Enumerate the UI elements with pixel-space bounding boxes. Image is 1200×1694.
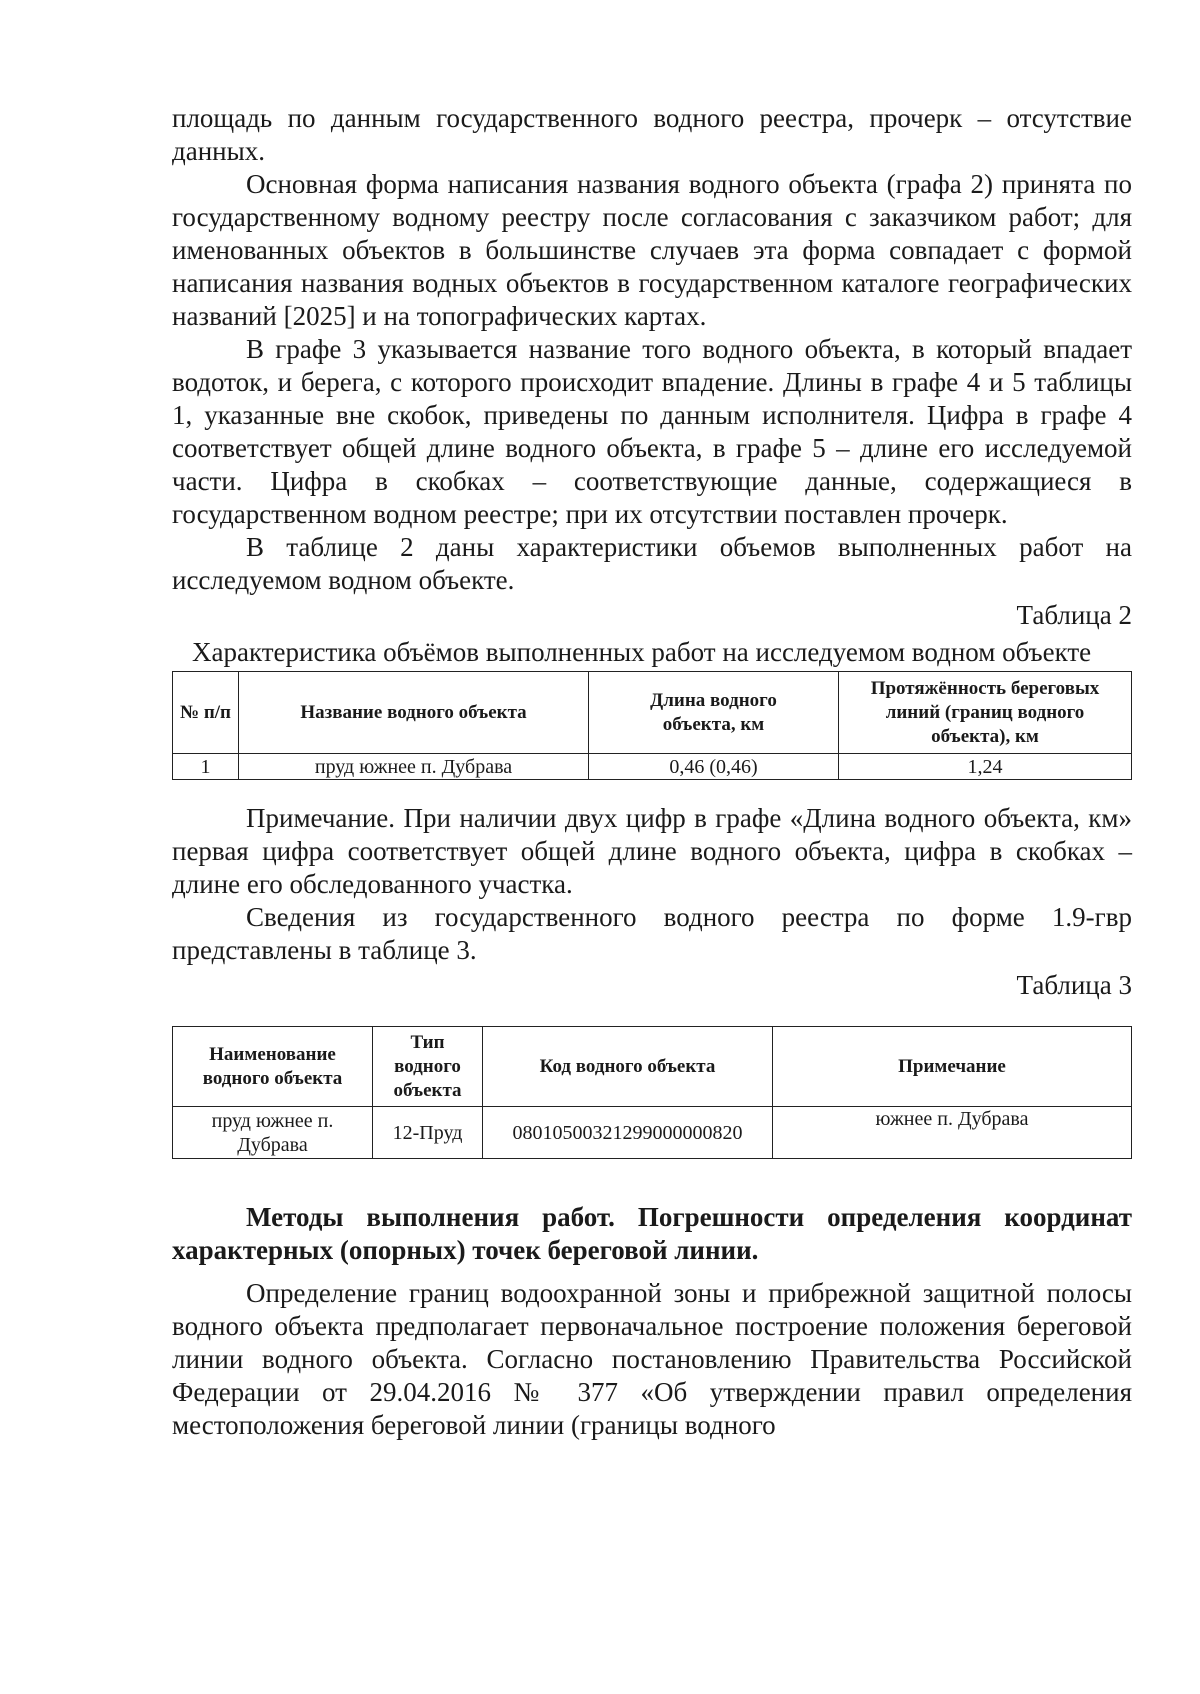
paragraph-2: Основная форма написания названия водного объекта (графа 2) принята по государственному водному реестру после согласования с заказчиком работ; для именованных объектов в большинстве случаев эта форма совпадает с формой написания названия водных объектов в государственном каталоге географических названий [2025] и на топографических картах.: [172, 169, 1132, 331]
table-2: [172, 671, 1132, 780]
paragraph-3: В графе 3 указывается название того водного объекта, в который впадает водоток, и берега, с которого происходит впадение. Длины в графе 4 и 5 таблицы 1, указанные вне скобок, приведены по данным исполнителя. Цифра в графе 4 соответствует общей длине водного объекта, в графе 5 – длине его исследуемой части. Цифра в скобках – соответствующие данные, содержащиеся в государственном водном реестре; при их отсутствии поставлен прочерк.: [172, 334, 1132, 529]
table-header-row: [173, 672, 1132, 754]
paragraph-1: площадь по данным государственного водного реестра, прочерк – отсутствие данных.: [172, 103, 1132, 166]
table-cell: 1: [173, 754, 239, 780]
table-3-label: Таблица 3: [1016, 970, 1132, 1000]
paragraph-4: В таблице 2 даны характеристики объемов выполненных работ на исследуемом водном объекте.: [172, 532, 1132, 595]
table-header-cell: Протяжённость береговых линий (границ водного объекта), км: [839, 672, 1132, 754]
table-header-cell: Наименование водного объекта: [173, 1027, 373, 1107]
table-cell: пруд южнее п. Дубрава: [239, 754, 589, 780]
table-cell: 12-Пруд: [373, 1107, 483, 1159]
paragraph-7: Определение границ водоохранной зоны и прибрежной защитной полосы водного объекта предполагает первоначальное построение положения береговой линии водного объекта. Согласно постановлению Правительства Российской Федерации от 29.04.2016 № 377 «Об утверждении правил определения местоположения береговой линии (границы водного: [172, 1278, 1132, 1440]
table-header-cell: Длина водного объекта, км: [589, 672, 839, 754]
table-header-cell: Код водного объекта: [483, 1027, 773, 1107]
table-2-caption: Характеристика объёмов выполненных работ на исследуемом водном объекте: [192, 637, 1092, 667]
table-header-cell: Тип водного объекта: [373, 1027, 483, 1107]
table-cell: пруд южнее п. Дубрава: [173, 1107, 373, 1159]
paragraph-5: Примечание. При наличии двух цифр в графе «Длина водного объекта, км» первая цифра соответствует общей длине водного объекта, цифра в скобках – длине его обследованного участка.: [172, 803, 1132, 899]
table-cell: южнее п. Дубрава: [773, 1107, 1132, 1159]
table-header-cell: Название водного объекта: [239, 672, 589, 754]
table-3: [172, 1026, 1132, 1159]
table-row: [173, 1107, 1132, 1159]
table-header-row: [173, 1027, 1132, 1107]
paragraph-6: Сведения из государственного водного реестра по форме 1.9-гвр представлены в таблице 3.: [172, 902, 1132, 965]
table-header-cell: № п/п: [173, 672, 239, 754]
table-cell: 1,24: [839, 754, 1132, 780]
table-header-cell: Примечание: [773, 1027, 1132, 1107]
table-row: [173, 754, 1132, 780]
table-2-label: Таблица 2: [1016, 600, 1132, 630]
document-page: [172, 102, 1132, 1442]
table-cell: 0,46 (0,46): [589, 754, 839, 780]
table-cell: 08010500321299000000820: [483, 1107, 773, 1159]
section-heading: Методы выполнения работ. Погрешности определения координат характерных (опорных) точек береговой линии.: [172, 1202, 1132, 1265]
